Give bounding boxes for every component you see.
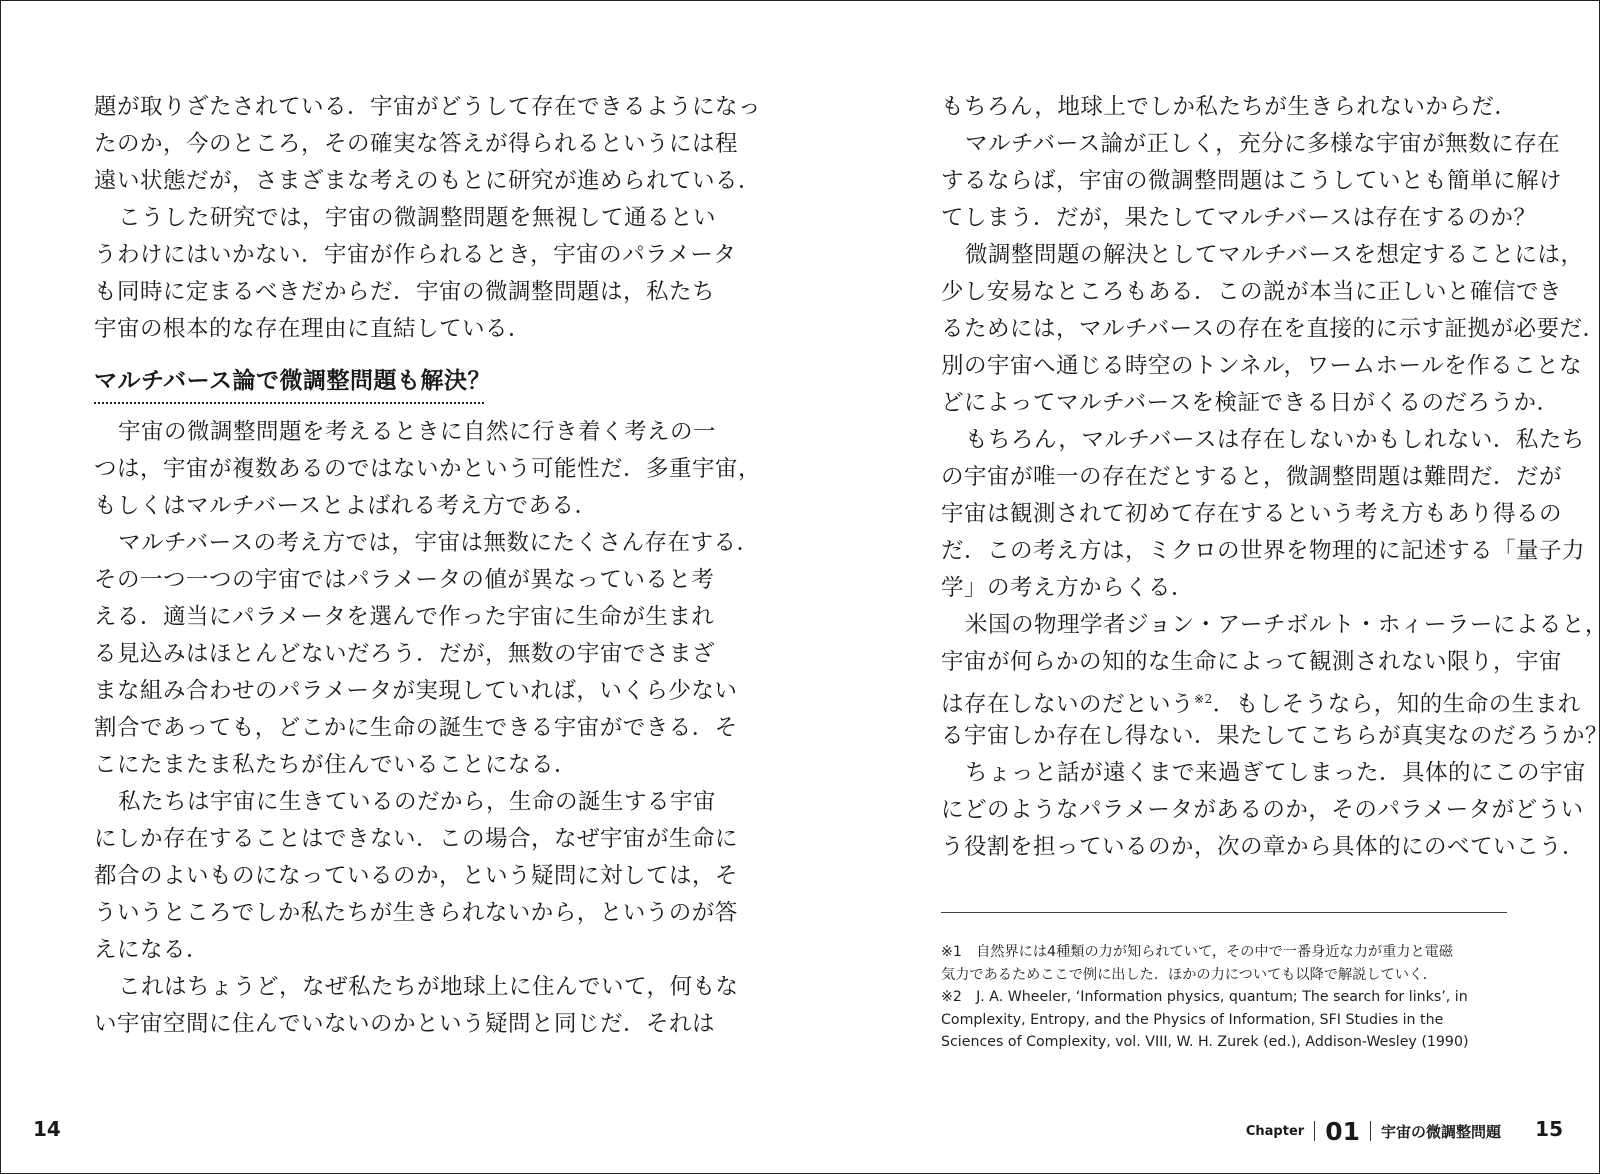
- text-line: 別の宇宙へ通じる時空のトンネル，ワームホールを作ることな: [941, 353, 1583, 379]
- text-line: 都合のよいものになっているのか，という疑問に対しては，そ: [94, 863, 739, 889]
- text-line: ちょっと話が遠くまで来過ぎてしまった．具体的にこの宇宙: [965, 760, 1587, 786]
- text-line: その一つ一つの宇宙ではパラメータの値が異なっていると考: [94, 567, 715, 593]
- text-line: こうした研究では，宇宙の微調整問題を無視して通るとい: [118, 205, 717, 231]
- text-line: もしくはマルチバースとよばれる考え方である．: [94, 493, 598, 519]
- text-line: にどのようなパラメータがあるのか，そのパラメータがどうい: [941, 797, 1584, 823]
- left-body-text: [94, 89, 762, 1043]
- text-line: るためには，マルチバースの存在を直接的に示す証拠が必要だ．: [941, 316, 1606, 342]
- text-line: る宇宙しか存在し得ない．果たしてこちらが真実なのだろうか？: [941, 723, 1608, 749]
- footnote-line: 気力であるためここで例に出した．ほかの力についても以降で解説していく．: [941, 966, 1437, 983]
- text-line: マルチバース論が正しく，充分に多様な宇宙が無数に存在: [965, 131, 1561, 157]
- page-number-right: 15: [1535, 1117, 1563, 1141]
- text-line: える．適当にパラメータを選んで作った宇宙に生命が生まれ: [94, 604, 715, 630]
- chapter-label: Chapter: [1245, 1123, 1305, 1139]
- footnote-line: Sciences of Complexity, vol. VIII, W. H. Zurek (ed.), Addison-Wesley (1990): [941, 1034, 1469, 1050]
- text-line: まな組み合わせのパラメータが実現していれば，いくら少ない: [94, 678, 738, 704]
- running-head: [1246, 1115, 1501, 1147]
- divider: [1314, 1121, 1315, 1141]
- footnote-line: ※2 J. A. Wheeler, ‘Information physics, quantum; The search for links’, in: [941, 989, 1468, 1005]
- page-number-left: 14: [33, 1117, 61, 1141]
- footnote-line: Complexity, Entropy, and the Physics of Information, SFI Studies in the: [941, 1011, 1444, 1028]
- text-line: するならば，宇宙の微調整問題はこうしていとも簡単に解け: [941, 168, 1563, 194]
- chapter-number: 01: [1325, 1116, 1360, 1146]
- text-line: る見込みはほとんどないだろう．だが，無数の宇宙でさまざ: [94, 641, 716, 667]
- text-line: ういうところでしか私たちが生きられないから，というのが答: [94, 900, 738, 926]
- text-line: 学」の考え方からくる．: [941, 575, 1195, 601]
- right-page: [801, 1, 1608, 1173]
- text-line: てしまう．だが，果たしてマルチバースは存在するのか？: [941, 205, 1537, 231]
- text-line: にしか存在することはできない．この場合，なぜ宇宙が生命に: [94, 826, 739, 852]
- text-line: 題が取りざたされている．宇宙がどうして存在できるようになっ: [94, 94, 762, 120]
- text-line: つは，宇宙が複数あるのではないかという可能性だ．多重宇宙，: [94, 456, 762, 482]
- text-line: だ．この考え方は，ミクロの世界を物理的に記述する「量子力: [941, 538, 1586, 564]
- text-line: の宇宙が唯一の存在だとすると，微調整問題は難問だ．だが: [941, 464, 1563, 490]
- text-line: えになる．: [94, 937, 210, 963]
- text-line: 割合であっても，どこかに生命の誕生できる宇宙ができる．そ: [94, 715, 738, 741]
- text-line: 微調整問題の解決としてマルチバースを想定することには，: [965, 242, 1584, 268]
- text-line: 宇宙の微調整問題を考えるときに自然に行き着く考えの一: [118, 419, 717, 445]
- text-line: い宇宙空間に住んでいないのかという疑問と同じだ．それは: [94, 1011, 716, 1037]
- text-line: [941, 681, 1581, 718]
- text-line: 少し安易なところもある．この説が本当に正しいと確信でき: [941, 279, 1563, 305]
- left-page: [1, 1, 801, 1173]
- right-body-text: [941, 89, 1608, 866]
- text-line: 私たちは宇宙に生きているのだから，生命の誕生する宇宙: [118, 789, 717, 815]
- text-line: どによってマルチバースを検証できる日がくるのだろうか．: [941, 390, 1560, 416]
- text-segment: は存在しないのだという: [941, 691, 1195, 718]
- footnote-line: ※1 自然界には4種類の力が知られていて，その中で一番身近な力が重力と電磁: [941, 944, 1454, 960]
- section-heading: マルチバース論で微調整問題も解決？: [94, 362, 484, 404]
- text-line: もちろん，マルチバースは存在しないかもしれない．私たち: [965, 427, 1585, 453]
- text-line: う役割を担っているのか，次の章から具体的にのべていこう．: [941, 834, 1586, 860]
- text-line: も同時に定まるべきだからだ．宇宙の微調整問題は，私たち: [94, 279, 716, 305]
- footnote-divider: [941, 912, 1507, 913]
- text-line: 遠い状態だが，さまざまな考えのもとに研究が進められている．: [94, 168, 762, 194]
- divider: [1370, 1121, 1371, 1141]
- text-line: 宇宙が何らかの知的な生命によって観測されない限り，宇宙: [941, 649, 1563, 675]
- text-line: マルチバースの考え方では，宇宙は無数にたくさん存在する．: [118, 530, 760, 556]
- text-line: 米国の物理学者ジョン・アーチボルト・ホィーラーによると，: [965, 612, 1608, 638]
- text-segment: ．もしそうなら，知的生命の生まれ: [1212, 691, 1581, 718]
- text-line: たのか，今のところ，その確実な答えが得られるというには程: [94, 131, 739, 157]
- text-line: 宇宙の根本的な存在理由に直結している．: [94, 316, 532, 342]
- text-line: これはちょうど，なぜ私たちが地球上に住んでいて，何もな: [118, 974, 739, 1000]
- text-line: うわけにはいかない．宇宙が作られるとき，宇宙のパラメータ: [94, 242, 737, 268]
- text-line: 宇宙は観測されて初めて存在するという考え方もあり得るの: [941, 501, 1563, 527]
- chapter-title: 宇宙の微調整問題: [1380, 1122, 1501, 1141]
- text-line: もちろん，地球上でしか私たちが生きられないからだ．: [941, 94, 1518, 120]
- footnotes: [941, 941, 1521, 1054]
- text-line: こにたまたま私たちが住んでいることになる．: [94, 752, 578, 778]
- footnote-reference: ※2: [1194, 692, 1213, 706]
